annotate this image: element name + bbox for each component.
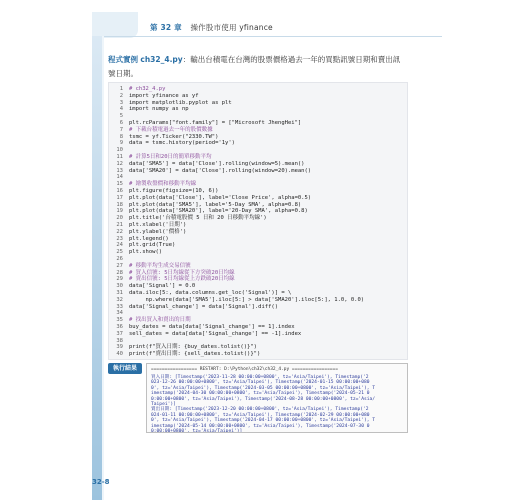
code-text: plt.title('台積電股價 5 日和 20 日移動平均線'): [129, 215, 267, 222]
line-number: 17: [116, 194, 123, 201]
output-line: Taipei')]: [151, 402, 176, 407]
code-text: # 下載台積電過去一年的股價數據: [129, 126, 213, 133]
line-number: 14: [116, 174, 123, 181]
line-number: 20: [116, 215, 123, 222]
line-number: 30: [116, 283, 123, 290]
line-number: 6: [119, 120, 123, 126]
example-description: ：輸出台積電在台灣的股票價格過去一年的買點訊號日期和賣出訊: [182, 55, 401, 64]
code-text: sell_dates = data[data['Signal_change'] == -1].index: [129, 330, 302, 337]
page-number: 32-8: [92, 478, 110, 486]
output-line: 023-12-26 00:00:00+0800', tz='Asia/Taipei'), Timestamp('2024-01-15 00:00:00+080: [151, 380, 370, 386]
output-line: 買入日期: [Timestamp('2023-11-28 00:00:00+0800', tz='Asia/Taipei'), Timestamp('2: [151, 375, 369, 380]
code-line: [109, 168, 311, 175]
line-number: 1: [119, 86, 123, 92]
output-line: imestamp('2024-05-14 00:00:00+0800', tz='Asia/Taipei'), Timestamp('2024-07-30 0: [151, 423, 370, 429]
line-number: 4: [119, 106, 123, 113]
code-text: # 找出買入和賣出的日期: [129, 317, 191, 324]
code-text: data['SMA20'] = data['Close'].rolling(window=20).mean(): [129, 167, 312, 174]
line-number: 37: [116, 330, 123, 337]
code-text: import numpy as np: [129, 106, 189, 113]
line-number: 32: [116, 296, 123, 303]
output-line: 0', tz='Asia/Taipei'), Timestamp('2024-04-17 00:00:00+0800', tz='Asia/Taipei'), T: [151, 418, 376, 424]
line-number: 36: [116, 324, 123, 330]
code-text: print(f"賣出日期: {sell_dates.tolist()}"): [129, 351, 261, 358]
line-number: 9: [119, 140, 123, 147]
header-divider: [92, 36, 442, 37]
line-number: 27: [116, 262, 123, 269]
line-number: 38: [116, 337, 123, 344]
code-text: plt.grid(True): [129, 242, 176, 249]
code-text: np.where(data['SMA5'].iloc[5:] > data['SMA20'].iloc[5:], 1.0, 0.0): [129, 296, 365, 303]
output-line: 024-01-11 00:00:00+0800', tz='Asia/Taipei'), Timestamp('2024-02-29 00:00:00+080: [151, 412, 370, 418]
line-number: 2: [119, 92, 123, 99]
code-text: plt.xlabel('日期'): [129, 222, 187, 228]
code-listing: [108, 82, 408, 360]
line-number: 35: [116, 317, 123, 324]
line-number: 19: [116, 208, 123, 215]
line-number: 15: [116, 181, 123, 188]
code-text: data['SMA5'] = data['Close'].rolling(window=5).mean(): [129, 160, 305, 167]
code-text: plt.show(): [129, 249, 163, 256]
line-number: 16: [116, 188, 123, 194]
output-line: 0', tz='Asia/Taipei'), Timestamp('2024-03-05 00:00:00+0800', tz='Asia/Taipei'), T: [151, 385, 376, 391]
line-number: 28: [116, 269, 123, 276]
code-text: plt.plot(data['SMA5'], label='5-Day SMA', alpha=0.8): [129, 201, 302, 208]
chapter-number: 第 32 章: [150, 23, 182, 32]
line-number: 21: [116, 222, 123, 228]
run-result-label: 執行結果: [108, 363, 142, 374]
output-line: 賣出日期: [Timestamp('2023-12-20 00:00:00+0800', tz='Asia/Taipei'), Timestamp('2: [151, 407, 369, 413]
code-text: plt.legend(): [129, 235, 169, 242]
line-number: 39: [116, 344, 123, 351]
code-text: data['Signal_change'] = data['Signal'].diff(): [129, 303, 279, 310]
line-number: 33: [116, 303, 123, 310]
line-number: 40: [116, 351, 123, 358]
code-text: data = tsmc.history(period='1y'): [129, 140, 235, 147]
restart-line: ================= RESTART: D:\Python\ch32\ch32_4.py =================: [151, 367, 338, 372]
example-tag: 程式實例: [108, 55, 138, 64]
line-number: 23: [116, 235, 123, 242]
code-text: data.iloc[5:, data.columns.get_loc('Signal')] = \: [129, 290, 292, 296]
code-line: [109, 304, 278, 311]
run-output: [146, 363, 408, 433]
line-number: 13: [116, 167, 123, 174]
code-text: buy_dates = data[data['Signal_change'] == 1].index: [129, 324, 295, 330]
code-text: plt.ylabel('價格'): [129, 228, 187, 235]
output-line: imestamp('2024-04-30 00:00:00+0800', tz='Asia/Taipei'), Timestamp('2024-05-21 0: [151, 391, 370, 397]
code-text: plt.plot(data['Close'], label='Close Price', alpha=0.5): [129, 194, 312, 201]
line-number: 22: [116, 228, 123, 235]
output-line: 0:00:00+0800', tz='Asia/Taipei')]: [151, 429, 243, 433]
line-number: 25: [116, 249, 123, 256]
code-text: # 移動平均生成交易信號: [129, 262, 191, 269]
chapter-header: [150, 22, 273, 33]
side-stripe-highlight: [102, 36, 104, 500]
code-text: import yfinance as yf: [129, 92, 199, 99]
code-text: # 賣出信號: 5日均線從上方跌破20日均線: [129, 276, 235, 283]
line-number: 10: [116, 147, 123, 154]
line-number: 29: [116, 276, 123, 283]
code-text: plt.figure(figsize=(10, 6)): [129, 188, 219, 194]
line-number: 8: [119, 133, 123, 140]
code-line: [109, 331, 301, 338]
line-number: 26: [116, 256, 123, 262]
line-number: 34: [116, 310, 123, 317]
code-text: import matplotlib.pyplot as plt: [129, 99, 232, 106]
example-description-cont: 號日期。: [108, 69, 138, 78]
line-number: 5: [119, 113, 123, 120]
line-number: 3: [119, 99, 123, 106]
line-number: 12: [116, 160, 123, 167]
line-number: 11: [116, 154, 123, 160]
line-number: 24: [116, 242, 123, 249]
side-stripe: [92, 36, 102, 500]
code-text: # ch32_4.py: [129, 86, 166, 92]
example-heading: [108, 53, 416, 81]
code-text: plt.plot(data['SMA20'], label='20-Day SMA', alpha=0.8): [129, 208, 308, 215]
code-text: tsmc = yf.Ticker("2330.TW"): [129, 133, 219, 140]
corner-tab: [92, 12, 138, 38]
code-line: [109, 351, 260, 358]
line-number: 18: [116, 201, 123, 208]
line-number: 31: [116, 290, 123, 296]
code-text: print(f"買入日期: {buy_dates.tolist()}"): [129, 344, 257, 351]
code-text: plt.rcParams["font.family"] = ["Microsoft JhengHei"]: [129, 120, 302, 126]
chapter-title: 操作股市使用 yfinance: [190, 23, 273, 32]
code-text: # 繪製收盤價和移動平均線: [129, 181, 197, 188]
code-text: # 計算5日和20日的簡單移動平均: [129, 154, 212, 160]
code-text: # 買入信號: 5日均線從下方突破20日均線: [129, 269, 235, 276]
example-filename: ch32_4.py: [140, 55, 183, 64]
line-number: 7: [119, 126, 123, 133]
code-text: data['Signal'] = 0.0: [129, 283, 196, 290]
output-line: 0:00:00+0800', tz='Asia/Taipei'), Timestamp('2024-08-28 00:00:00+0800', tz='Asia/: [151, 396, 376, 402]
